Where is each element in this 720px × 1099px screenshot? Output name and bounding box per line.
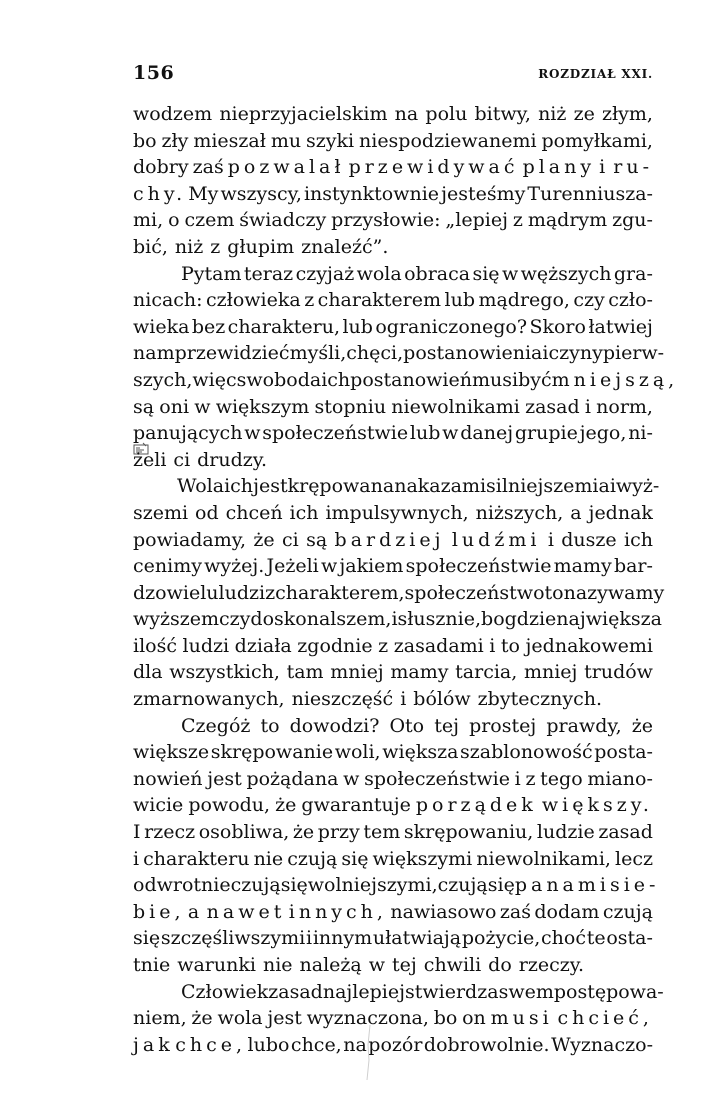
- text-line: zmarnowanych, nieszczęść i bólów zbytecznych.: [133, 688, 602, 711]
- text-line: Czegóż to dowodzi? Oto tej prostej prawdy, że: [181, 714, 653, 737]
- text-line: bo zły mieszał mu szyki niespodziewanemi pomyłkami,: [133, 129, 653, 152]
- text-line: większe skrępowanie woli, większa szablonowość posta-: [133, 741, 653, 764]
- page-header: [133, 62, 653, 90]
- text-line: dzo wielu ludzi z charakterem, społeczeństwo to nazywamy: [133, 581, 665, 604]
- text-line: bie, a nawet innych, nawiasowo zaś dodam czują: [133, 900, 653, 923]
- text-line: nam przewidzieć myśli, chęci, postanowienia i czyny pierw-: [133, 342, 665, 365]
- text-line: jak chce, lubo chce, na pozór dobrowolnie. Wyznaczo-: [133, 1033, 653, 1056]
- text-line: I rzecz osobliwa, że przy tem skrępowaniu, ludzie zasad: [133, 821, 653, 844]
- text-line: Wola ich jest krępowana nakazami silniejszemi a i wyż-: [177, 475, 660, 498]
- text-line: i charakteru nie czują się większymi niewolnikami, lecz: [133, 847, 653, 870]
- text-line: odwrotnie czują się wolniejszymi, czują się panami sie-: [133, 874, 660, 897]
- text-line: wodzem nieprzyjacielskim na polu bitwy, niż ze złym,: [133, 103, 653, 125]
- text-line: dobry zaś pozwalał przewidywać plany i ru-: [133, 156, 653, 179]
- text-line: panujących w społeczeństwie lub w danej grupie jego, ni-: [133, 422, 653, 445]
- text-line: Człowiek zasad najlepiej stwierdza swem postępowa-: [181, 980, 664, 1003]
- running-head: ROZDZIAŁ XXI.: [538, 67, 653, 81]
- text-line: cenimy wyżej. Jeżeli w jakiem społeczeństwie mamy bar-: [133, 555, 653, 578]
- text-line: żeli ci drudzy.: [133, 448, 268, 471]
- page-number: 156: [133, 62, 175, 84]
- text-line: szych, więc swoboda ich postanowień musi być mniejszą,: [133, 368, 679, 391]
- text-line: dla wszystkich, tam mniej mamy tarcia, mniej trudów: [133, 661, 653, 684]
- text-line: tnie warunki nie należą w tej chwili do rzeczy.: [133, 954, 585, 976]
- text-line: chy. My wszyscy, instynktownie jesteśmy Turenniusza-: [133, 182, 653, 205]
- text-line: nowień jest pożądana w społeczeństwie i z tego miano-: [133, 767, 653, 790]
- text-line: Pytam teraz czyjaż wola obraca się w węższych gra-: [181, 262, 653, 285]
- text-line: nicach: człowieka z charakterem lub mądrego, czy czło-: [133, 289, 653, 312]
- text-line: niem, że wola jest wyznaczona, bo on musi chcieć,: [133, 1007, 653, 1030]
- text-line: wicie powodu, że gwarantuje porządek większy.: [133, 794, 653, 817]
- body-text: [133, 101, 679, 1058]
- text-line: ilość ludzi działa zgodnie z zasadami i to jednakowemi: [133, 634, 653, 657]
- text-line: bić, niż z głupim znaleźć”.: [133, 235, 389, 258]
- text-line: wyższem czy doskonalszem, i słusznie, bo gdzie największa: [133, 608, 662, 631]
- text-line: mi, o czem świadczy przysłowie: „lepiej z mądrym zgu-: [133, 209, 653, 232]
- page-scratch-mark: [364, 1025, 374, 1080]
- text-line: są oni w większym stopniu niewolnikami zasad i norm,: [133, 395, 653, 418]
- text-line: szemi od chceń ich impulsywnych, niższych, a jednak: [133, 501, 653, 524]
- text-line: się szczęśliwszymi i innym ułatwiają pożycie, choć te osta-: [133, 927, 653, 950]
- text-line: powiadamy, że ci są bardziej ludźmi i dusze ich: [133, 528, 653, 551]
- text-line: wieka bez charakteru, lub ograniczonego? Skoro łatwiej: [133, 315, 653, 338]
